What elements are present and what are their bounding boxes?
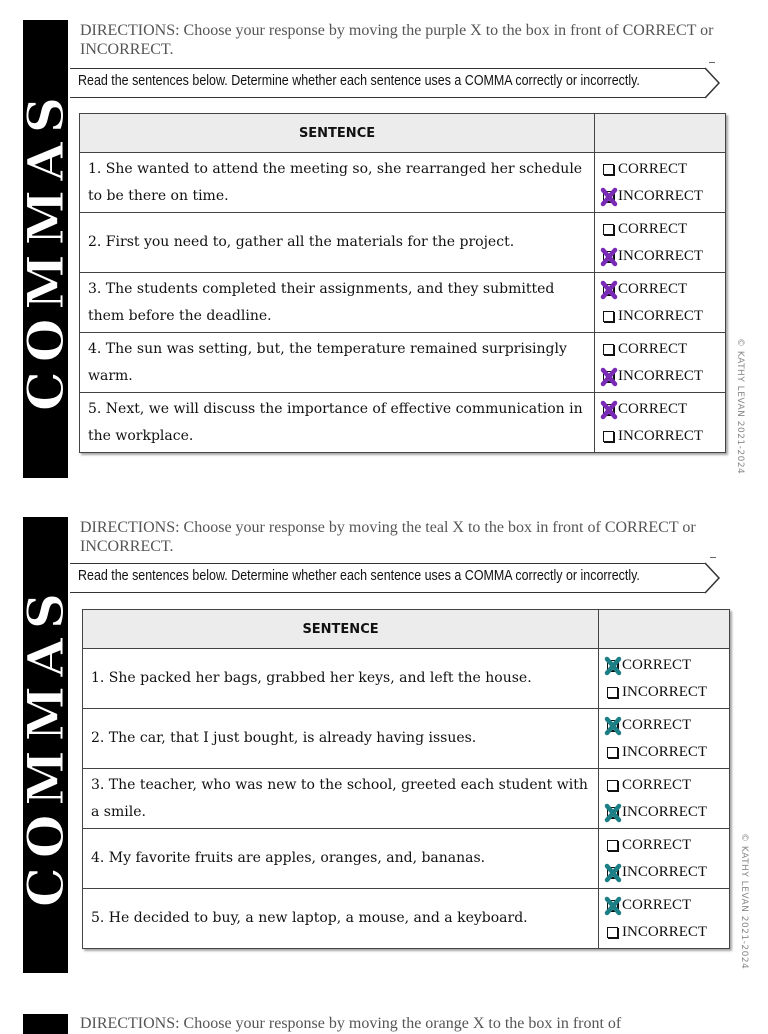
x-mark-icon[interactable] bbox=[605, 804, 621, 822]
table-row bbox=[83, 829, 730, 889]
table-row bbox=[83, 889, 730, 949]
choice-correct[interactable] bbox=[603, 156, 725, 183]
column-header-choices bbox=[599, 610, 730, 649]
choice-cell bbox=[599, 829, 730, 889]
choice-incorrect[interactable] bbox=[607, 859, 729, 886]
x-mark-icon[interactable] bbox=[605, 897, 621, 915]
checkbox-icon[interactable] bbox=[603, 371, 614, 382]
choice-incorrect[interactable] bbox=[607, 739, 729, 766]
side-label bbox=[16, 517, 76, 973]
sentence-text: 5. He decided to buy, a new laptop, a mouse, and a keyboard. bbox=[83, 889, 599, 949]
checkbox-icon[interactable] bbox=[607, 927, 618, 938]
table-row bbox=[80, 273, 726, 333]
choice-incorrect[interactable] bbox=[603, 423, 725, 450]
table-row bbox=[83, 769, 730, 829]
column-header-sentence: SENTENCE bbox=[80, 114, 595, 153]
choice-label: INCORRECT bbox=[622, 683, 708, 700]
banner-text: Read the sentences below. Determine whether each sentence uses a COMMA correctly or incorrectly. bbox=[78, 568, 640, 584]
choice-label: INCORRECT bbox=[622, 743, 708, 760]
choice-correct[interactable] bbox=[603, 396, 725, 423]
choice-correct[interactable] bbox=[603, 336, 725, 363]
choice-label: INCORRECT bbox=[618, 367, 704, 384]
instruction-banner bbox=[70, 68, 706, 98]
x-mark-icon[interactable] bbox=[605, 657, 621, 675]
checkbox-icon[interactable] bbox=[603, 311, 614, 322]
sentence-table bbox=[79, 113, 726, 453]
sentence-text: 2. First you need to, gather all the materials for the project. bbox=[80, 213, 595, 273]
checkbox-icon[interactable] bbox=[607, 780, 618, 791]
choice-label: CORRECT bbox=[618, 220, 688, 237]
checkbox-icon[interactable] bbox=[607, 900, 618, 911]
table-row bbox=[83, 709, 730, 769]
checkbox-icon[interactable] bbox=[603, 164, 614, 175]
copyright: © KATHY LEVAN 2021-2024 bbox=[739, 833, 749, 970]
choice-label: INCORRECT bbox=[622, 803, 708, 820]
choice-incorrect[interactable] bbox=[603, 303, 725, 330]
table-row bbox=[80, 153, 726, 213]
column-header-choices bbox=[595, 114, 726, 153]
sentence-text: 3. The teacher, who was new to the school, greeted each student with a smile. bbox=[83, 769, 599, 829]
choice-label: INCORRECT bbox=[618, 427, 704, 444]
choice-correct[interactable] bbox=[607, 712, 729, 739]
arrow-icon bbox=[704, 562, 720, 594]
sentence-text: 5. Next, we will discuss the importance of effective communication in the workplace. bbox=[80, 393, 595, 453]
checkbox-icon[interactable] bbox=[603, 191, 614, 202]
choice-label: INCORRECT bbox=[618, 307, 704, 324]
choice-incorrect[interactable] bbox=[603, 363, 725, 390]
choice-label: INCORRECT bbox=[618, 247, 704, 264]
choice-label: CORRECT bbox=[622, 776, 692, 793]
choice-correct[interactable] bbox=[603, 216, 725, 243]
table-row bbox=[80, 393, 726, 453]
choice-label: CORRECT bbox=[618, 400, 688, 417]
x-mark-icon[interactable] bbox=[601, 188, 617, 206]
table-row bbox=[80, 213, 726, 273]
checkbox-icon[interactable] bbox=[607, 660, 618, 671]
checkbox-icon[interactable] bbox=[603, 431, 614, 442]
table-row bbox=[83, 649, 730, 709]
x-mark-icon[interactable] bbox=[605, 717, 621, 735]
checkbox-icon[interactable] bbox=[607, 747, 618, 758]
choice-incorrect[interactable] bbox=[603, 243, 725, 270]
choice-cell bbox=[595, 333, 726, 393]
x-mark-icon[interactable] bbox=[601, 248, 617, 266]
x-mark-icon[interactable] bbox=[601, 368, 617, 386]
checkbox-icon[interactable] bbox=[603, 224, 614, 235]
sentence-text: 4. My favorite fruits are apples, oranges, and, bananas. bbox=[83, 829, 599, 889]
choice-label: CORRECT bbox=[618, 160, 688, 177]
checkbox-icon[interactable] bbox=[607, 720, 618, 731]
choice-correct[interactable] bbox=[603, 276, 725, 303]
sentence-text: 3. The students completed their assignments, and they submitted them before the deadline. bbox=[80, 273, 595, 333]
sentence-table bbox=[82, 609, 730, 949]
side-label-text: COMMAS bbox=[16, 583, 76, 907]
choice-label: CORRECT bbox=[622, 896, 692, 913]
choice-cell bbox=[599, 889, 730, 949]
sentence-text: 1. She packed her bags, grabbed her keys, and left the house. bbox=[83, 649, 599, 709]
choice-label: CORRECT bbox=[622, 656, 692, 673]
checkbox-icon[interactable] bbox=[603, 404, 614, 415]
choice-correct[interactable] bbox=[607, 772, 729, 799]
choice-cell bbox=[595, 213, 726, 273]
choice-incorrect[interactable] bbox=[607, 799, 729, 826]
checkbox-icon[interactable] bbox=[607, 840, 618, 851]
x-mark-icon[interactable] bbox=[601, 401, 617, 419]
checkbox-icon[interactable] bbox=[603, 284, 614, 295]
checkbox-icon[interactable] bbox=[607, 687, 618, 698]
table-row bbox=[80, 333, 726, 393]
choice-label: CORRECT bbox=[618, 280, 688, 297]
arrow-icon bbox=[704, 67, 720, 99]
table-body bbox=[80, 153, 726, 453]
choice-label: INCORRECT bbox=[618, 187, 704, 204]
divider bbox=[710, 557, 716, 558]
choice-label: CORRECT bbox=[618, 340, 688, 357]
choice-incorrect[interactable] bbox=[607, 679, 729, 706]
copyright: © KATHY LEVAN 2021-2024 bbox=[735, 338, 745, 475]
checkbox-icon[interactable] bbox=[607, 867, 618, 878]
choice-cell bbox=[595, 273, 726, 333]
choice-cell bbox=[595, 153, 726, 213]
choice-cell bbox=[599, 709, 730, 769]
x-mark-icon[interactable] bbox=[605, 864, 621, 882]
checkbox-icon[interactable] bbox=[603, 344, 614, 355]
column-header-sentence: SENTENCE bbox=[83, 610, 599, 649]
sentence-text: 4. The sun was setting, but, the temperature remained surprisingly warm. bbox=[80, 333, 595, 393]
choice-correct[interactable] bbox=[607, 892, 729, 919]
banner-text: Read the sentences below. Determine whether each sentence uses a COMMA correctly or incorrectly. bbox=[78, 73, 640, 89]
side-label-text: COMMAS bbox=[16, 87, 76, 411]
sentence-text: 2. The car, that I just bought, is already having issues. bbox=[83, 709, 599, 769]
directions: DIRECTIONS: Choose your response by moving the teal X to the box in front of CORRECT or INCORRECT. bbox=[80, 519, 696, 555]
checkbox-icon[interactable] bbox=[607, 807, 618, 818]
choice-cell bbox=[599, 769, 730, 829]
choice-label: CORRECT bbox=[622, 716, 692, 733]
sentence-text: 1. She wanted to attend the meeting so, she rearranged her schedule to be there on time. bbox=[80, 153, 595, 213]
choice-label: INCORRECT bbox=[622, 923, 708, 940]
table-body bbox=[83, 649, 730, 949]
instruction-banner bbox=[70, 563, 706, 593]
side-label bbox=[23, 1014, 68, 1034]
choice-incorrect[interactable] bbox=[607, 919, 729, 946]
divider bbox=[709, 62, 715, 63]
choice-cell bbox=[595, 393, 726, 453]
choice-cell bbox=[599, 649, 730, 709]
directions: DIRECTIONS: Choose your response by moving the purple X to the box in front of CORRECT or INCORRECT. bbox=[80, 22, 714, 58]
choice-incorrect[interactable] bbox=[603, 183, 725, 210]
checkbox-icon[interactable] bbox=[603, 251, 614, 262]
directions: DIRECTIONS: Choose your response by moving the orange X to the box in front of bbox=[80, 1015, 622, 1032]
x-mark-icon[interactable] bbox=[601, 281, 617, 299]
choice-label: INCORRECT bbox=[622, 863, 708, 880]
choice-correct[interactable] bbox=[607, 652, 729, 679]
side-label bbox=[16, 20, 76, 478]
choice-label: CORRECT bbox=[622, 836, 692, 853]
choice-correct[interactable] bbox=[607, 832, 729, 859]
